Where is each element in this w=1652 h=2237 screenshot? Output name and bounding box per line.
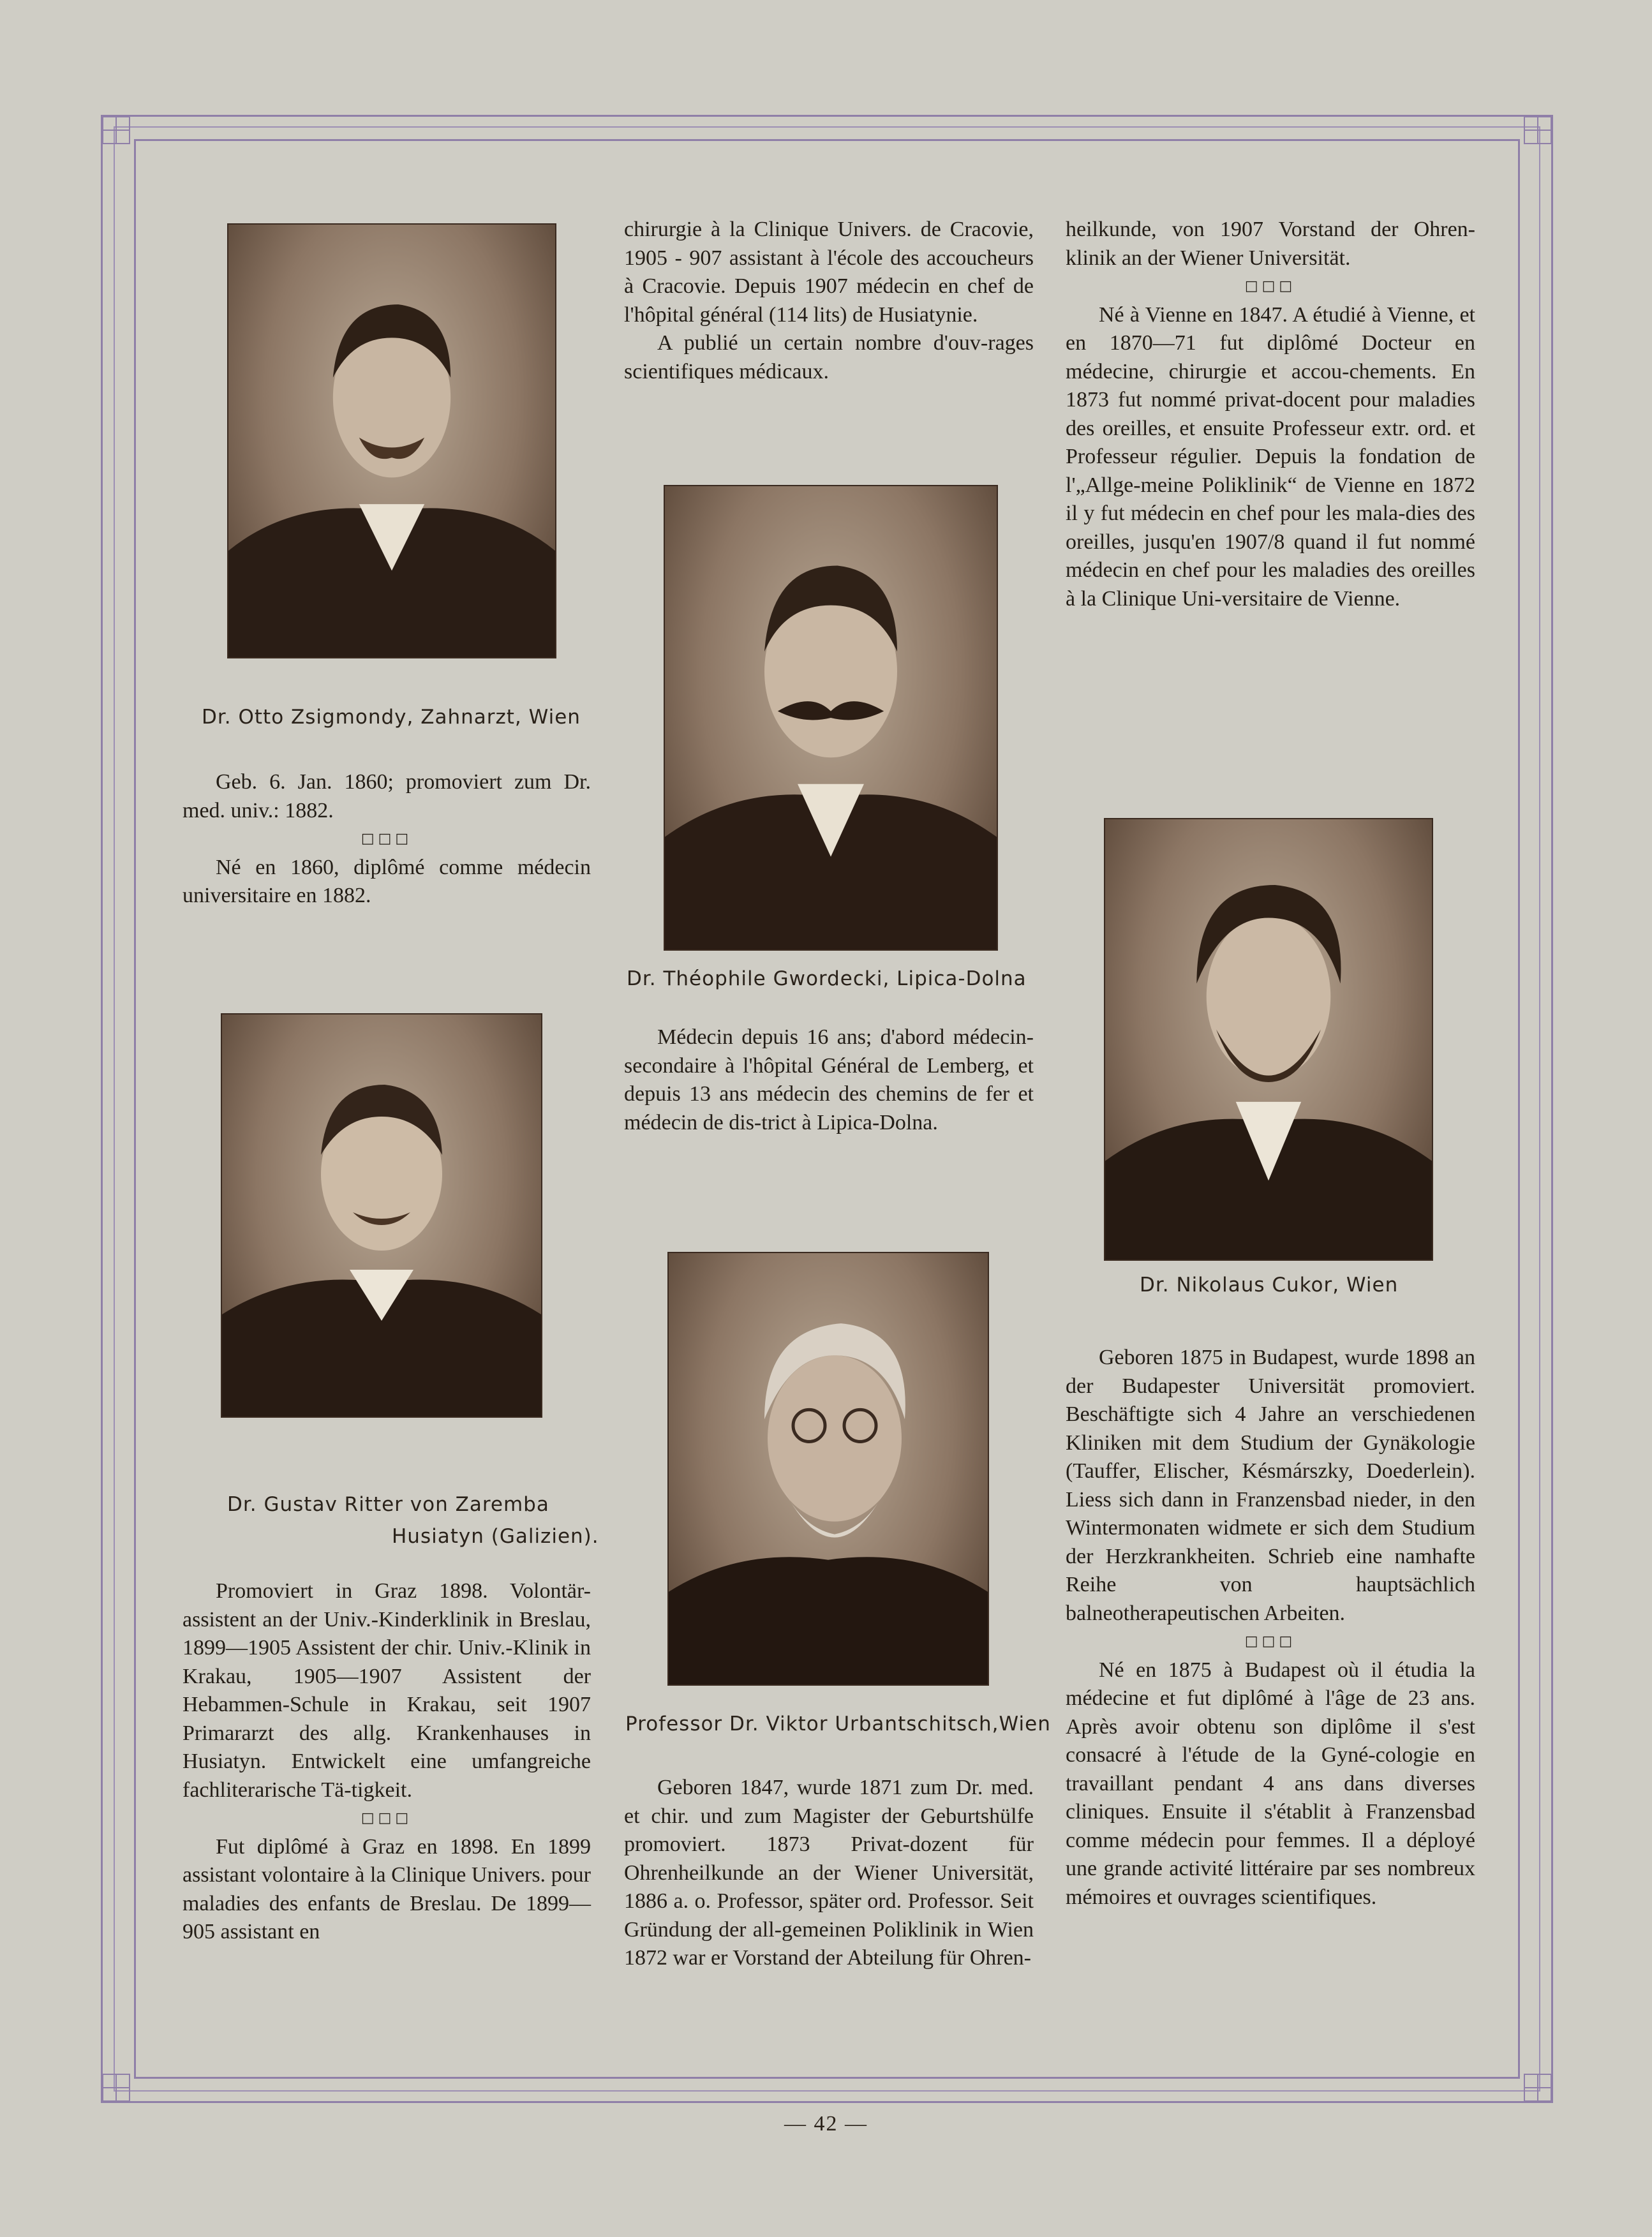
paragraph-zsigmondy-fr: Né en 1860, diplômé comme médecin universitaire en 1882. bbox=[182, 855, 591, 907]
paragraph-cukor-de: Geboren 1875 in Budapest, wurde 1898 an der Budapester Universität promoviert. Beschäftigte sich 4 Jahre an verschiedenen Kliniken mit dem Studium der Gynäkologie (Tauffer, Elischer, Késmárszky, Doederlein). Liess sich dann in Franzensbad nieder, in den Wintermonaten widmete er sich dem Studium der Herzkrankheiten. Schrieb eine namhafte Reihe von hauptsächlich balneotherapeutischen Arbeiten. bbox=[1066, 1346, 1475, 1625]
separator-ornament: □□□ bbox=[361, 831, 413, 847]
caption-zaremba-line2: Husiatyn (Galizien). bbox=[392, 1525, 599, 1548]
paragraph-urbantschitsch-de: Geboren 1847, wurde 1871 zum Dr. med. et chir. und zum Magister der Geburtshülfe promoviert. 1873 Privat-dozent für Ohrenheilkunde an der Wiener Universität, 1886 a. o. Professor, später ord. Professor. Seit Gründung der all-gemeinen Poliklinik in Wien 1872 war er Vorstand der Abteilung für Ohren- bbox=[624, 1776, 1034, 1970]
separator-ornament: □□□ bbox=[361, 1810, 413, 1826]
paragraph-zsigmondy-de: Geb. 6. Jan. 1860; promoviert zum Dr. med. univ.: 1882. bbox=[182, 770, 591, 822]
corner-ornament-top-right bbox=[1524, 116, 1552, 144]
paragraph-zaremba-fr: Fut diplômé à Graz en 1898. En 1899 assistant volontaire à la Clinique Univers. pour maladies des enfants de Breslau. De 1899—905 assistant en bbox=[182, 1834, 591, 1943]
separator-ornament: □□□ bbox=[1244, 278, 1297, 294]
portrait-photo-urbantschitsch bbox=[667, 1252, 989, 1686]
column-1-lower bbox=[182, 1577, 591, 1947]
column-1-upper bbox=[182, 768, 591, 910]
caption-urbantschitsch: Professor Dr. Viktor Urbantschitsch,Wien bbox=[625, 1713, 1051, 1735]
portrait-photo-zsigmondy bbox=[227, 223, 556, 658]
paragraph-zaremba-de: Promoviert in Graz 1898. Volontär-assistent an der Univ.-Kinderklinik in Breslau, 1899—1905 Assistent der chir. Univ.-Klinik in Krakau, 1905—1907 Assistent der Hebammen-Schule in Krakau, seit 1907 Primararzt des allg. Krankenhauses in Husiatyn. Entwickelt eine umfangreiche fachliterarische Tä-tigkeit. bbox=[182, 1579, 591, 1802]
column-2-upper bbox=[624, 216, 1034, 386]
caption-cukor: Dr. Nikolaus Cukor, Wien bbox=[1140, 1274, 1399, 1297]
paragraph-gwordecki-fr: Médecin depuis 16 ans; d'abord médecin-secondaire à l'hôpital Général de Lemberg, et depuis 13 ans médecin des chemins de fer et médecin de dis-trict à Lipica-Dolna. bbox=[624, 1025, 1034, 1134]
paragraph-urbantschitsch-fr: Né à Vienne en 1847. A étudié à Vienne, et en 1870—71 fut diplômé Docteur en médecine, chirurgie et accou-chements. En 1873 fut nommé privat-docent pour maladies des oreilles, et ensuite Professeur extr. ord. et Professeur régulier. Depuis la fondation de l'„Allge-meine Poliklinik“ de Vienne en 1872 il y fut médecin en chef pour les mala-dies des oreilles, jusqu'en 1907/8 quand il fut nommé médecin en chef pour les maladies des oreilles à la Clinique Uni-versitaire de Vienne. bbox=[1066, 302, 1475, 611]
caption-zsigmondy: Dr. Otto Zsigmondy, Zahnarzt, Wien bbox=[202, 706, 581, 729]
separator-ornament: □□□ bbox=[1244, 1633, 1297, 1649]
column-3-lower bbox=[1066, 1344, 1475, 1912]
portrait-photo-zaremba bbox=[221, 1013, 542, 1418]
paragraph-zaremba-fr-cont: chirurgie à la Clinique Univers. de Cracovie, 1905 - 907 assistant à l'école des accoucheurs à Cracovie. Depuis 1907 médecin en chef de l'hôpital général (114 lits) de Husiatynie. bbox=[624, 218, 1034, 327]
column-2-lower bbox=[624, 1774, 1034, 1973]
portrait-photo-cukor bbox=[1104, 818, 1433, 1261]
column-2-middle bbox=[624, 1023, 1034, 1137]
column-3-upper bbox=[1066, 216, 1475, 613]
paragraph-urbantschitsch-de-cont: heilkunde, von 1907 Vorstand der Ohren-klinik an der Wiener Universität. bbox=[1066, 218, 1475, 270]
paragraph-zaremba-fr-pub: A publié un certain nombre d'ouv-rages scientifiques médicaux. bbox=[624, 331, 1034, 383]
page-number: — 42 — bbox=[784, 2112, 868, 2136]
caption-zaremba-line1: Dr. Gustav Ritter von Zaremba bbox=[227, 1493, 549, 1516]
corner-ornament-bottom-right bbox=[1524, 2074, 1552, 2102]
corner-ornament-top-left bbox=[102, 116, 130, 144]
corner-ornament-bottom-left bbox=[102, 2074, 130, 2102]
caption-gwordecki: Dr. Théophile Gwordecki, Lipica-Dolna bbox=[627, 967, 1027, 990]
paragraph-cukor-fr: Né en 1875 à Budapest où il étudia la médecine et fut diplômé à l'âge de 23 ans. Après avoir obtenu son diplôme il s'est consacré à l'étude de la Gyné-cologie en travaillant pendant 4 ans dans diverses cliniques. Ensuite il s'établit à Franzensbad comme médecin pour femmes. Il a déployé une grande activité littéraire par ses nombreux mémoires et ouvrages scientifiques. bbox=[1066, 1658, 1475, 1909]
portrait-photo-gwordecki bbox=[664, 485, 998, 951]
